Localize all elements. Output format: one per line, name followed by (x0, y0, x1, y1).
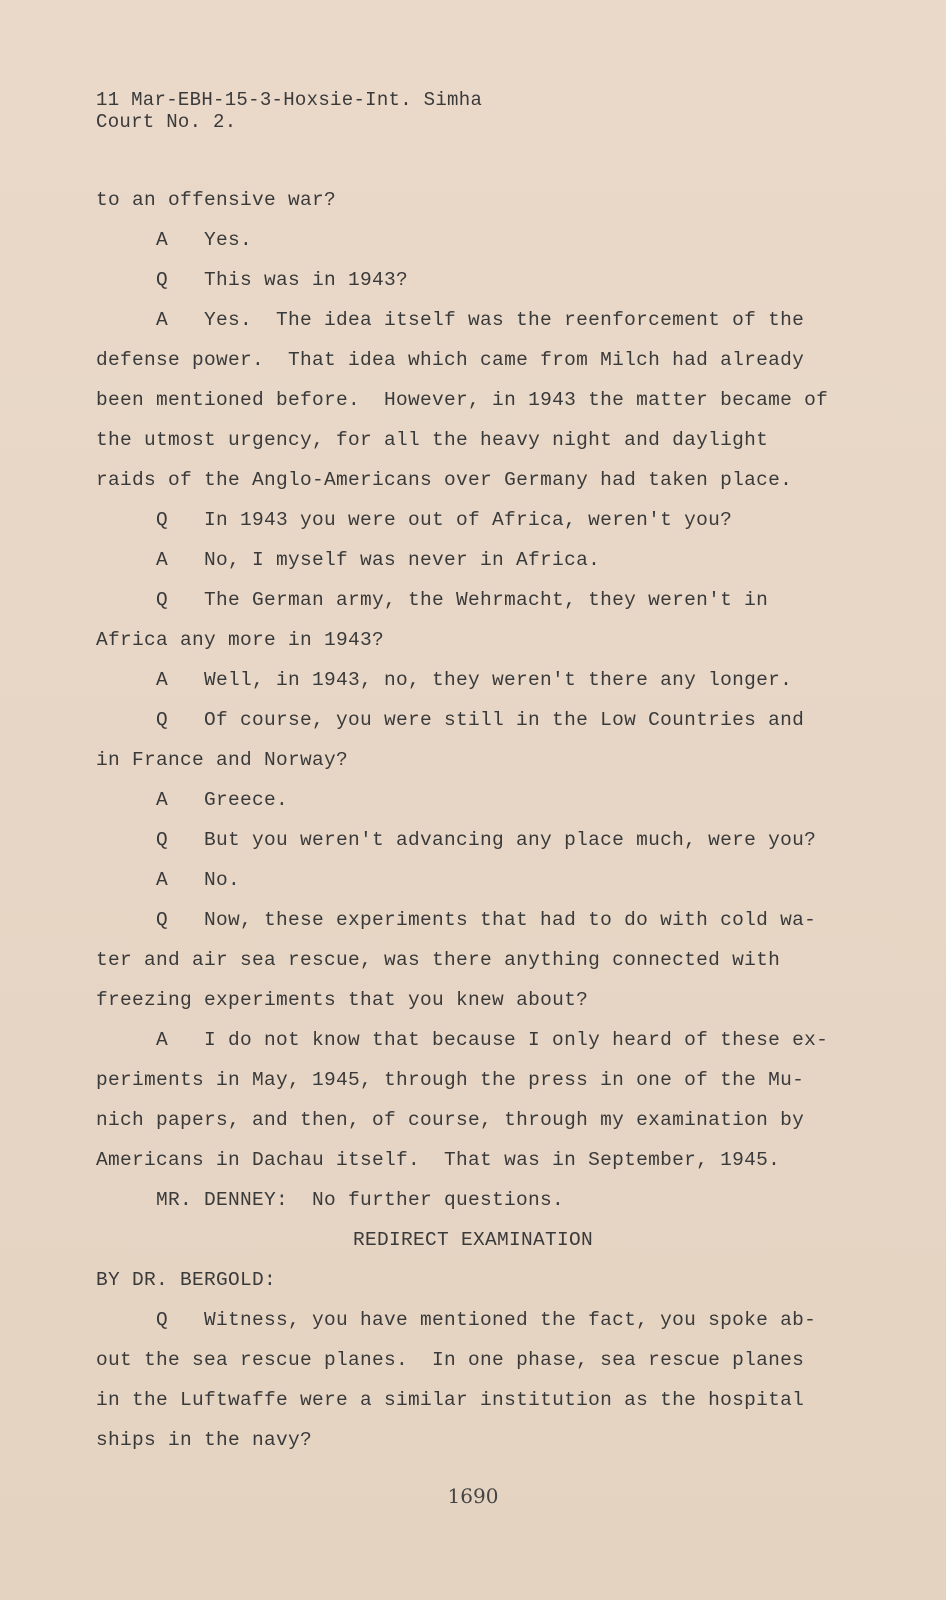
header-reference: 11 Mar-EBH-15-3-Hoxsie-Int. Simha (96, 89, 483, 111)
examiner-line: BY DR. BERGOLD: (96, 1269, 277, 1291)
transcript-line: A No, I myself was never in Africa. (156, 549, 601, 571)
transcript-line: in the Luftwaffe were a similar institution as the hospital (96, 1389, 805, 1411)
transcript-line: Q The German army, the Wehrmacht, they weren't in (156, 589, 769, 611)
transcript-line: Q This was in 1943? (156, 269, 409, 291)
header-court: Court No. 2. (96, 111, 237, 133)
transcript-line: A No. (156, 869, 241, 891)
transcript-line: ter and air sea rescue, was there anything connected with (96, 949, 781, 971)
transcript-line: Americans in Dachau itself. That was in September, 1945. (96, 1149, 781, 1171)
transcript-line: in France and Norway? (96, 749, 349, 771)
transcript-line: Africa any more in 1943? (96, 629, 385, 651)
transcript-line: nich papers, and then, of course, through my examination by (96, 1109, 805, 1131)
transcript-line: periments in May, 1945, through the press in one of the Mu- (96, 1069, 805, 1091)
transcript-line: A Yes. The idea itself was the reenforcement of the (156, 309, 805, 331)
transcript-line: Q Witness, you have mentioned the fact, you spoke ab- (156, 1309, 817, 1331)
section-heading: REDIRECT EXAMINATION (352, 1229, 594, 1251)
transcript-line: Q But you weren't advancing any place much, were you? (156, 829, 817, 851)
transcript-line: Q Now, these experiments that had to do with cold wa- (156, 909, 817, 931)
transcript-line: been mentioned before. However, in 1943 the matter became of (96, 389, 829, 411)
transcript-line: the utmost urgency, for all the heavy night and daylight (96, 429, 769, 451)
page-number: 1690 (447, 1484, 499, 1508)
transcript-line: freezing experiments that you knew about? (96, 989, 589, 1011)
transcript-line: raids of the Anglo-Americans over Germany had taken place. (96, 469, 793, 491)
transcript-line: out the sea rescue planes. In one phase, sea rescue planes (96, 1349, 805, 1371)
transcript-line: ships in the navy? (96, 1429, 313, 1451)
transcript-line: A Well, in 1943, no, they weren't there any longer. (156, 669, 793, 691)
transcript-line: A I do not know that because I only heard of these ex- (156, 1029, 829, 1051)
transcript-line: A Greece. (156, 789, 289, 811)
transcript-line: Q In 1943 you were out of Africa, weren't you? (156, 509, 733, 531)
transcript-line: A Yes. (156, 229, 253, 251)
transcript-line: to an offensive war? (96, 189, 337, 211)
transcript-line: Q Of course, you were still in the Low Countries and (156, 709, 805, 731)
transcript-line: defense power. That idea which came from Milch had already (96, 349, 805, 371)
transcript-line: MR. DENNEY: No further questions. (156, 1189, 565, 1211)
